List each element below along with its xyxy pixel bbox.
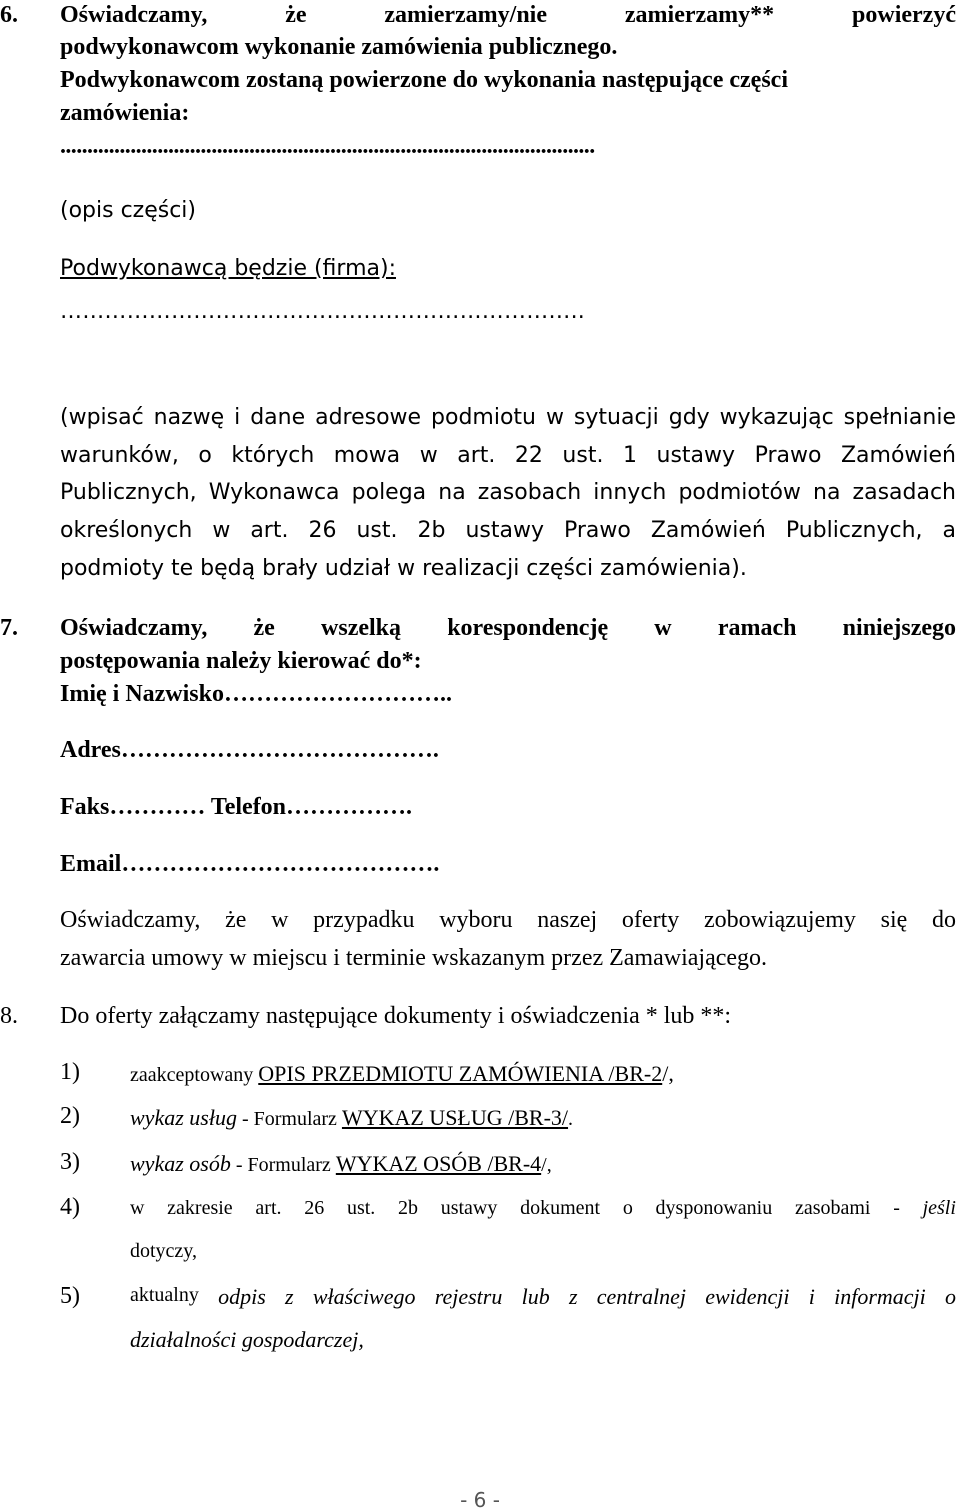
word: wszelką: [321, 615, 402, 641]
list-item-number: 4): [60, 1194, 80, 1220]
word: aktualny: [130, 1284, 199, 1306]
word: niniejszego: [842, 615, 956, 641]
word: -: [893, 1197, 900, 1219]
section-6-number: 6.: [0, 2, 18, 28]
word: dokument: [520, 1197, 601, 1219]
word: w: [654, 615, 672, 641]
page-number: - 6 -: [460, 1488, 500, 1512]
section-6-heading-line1: [60, 2, 956, 29]
word: jeśli: [922, 1197, 956, 1219]
declaration-line: zawarcia umowy w miejscu i terminie wskazanym przez Zamawiającego.: [60, 945, 768, 971]
word: o: [622, 1197, 633, 1219]
section-7-number: 7.: [0, 615, 18, 641]
email-field: Email………………………………….: [60, 851, 440, 877]
word: informacji: [834, 1284, 926, 1309]
list-item-text: wykaz osób: [130, 1151, 231, 1176]
word: i: [808, 1284, 815, 1309]
word: Oświadczamy,: [60, 615, 208, 641]
name-field: Imię i Nazwisko………………………..: [60, 681, 452, 707]
word: ustawy: [440, 1197, 498, 1219]
list-item: [130, 1061, 956, 1087]
parts-dotted-line: ...................................................................................................: [60, 133, 595, 159]
word: 26: [304, 1197, 325, 1219]
list-item-continuation: działalności gospodarczej,: [130, 1327, 364, 1352]
list-item-number: 1): [60, 1059, 80, 1085]
list-item-number: 2): [60, 1103, 80, 1129]
list-item-text: - Formularz: [230, 1154, 336, 1176]
word: zamierzamy**: [624, 2, 775, 28]
list-item-number: 3): [60, 1149, 80, 1175]
word: zasobami: [794, 1197, 871, 1219]
word: właściwego: [312, 1284, 416, 1309]
list-item: [130, 1197, 956, 1220]
word: zamierzamy/nie: [384, 2, 547, 28]
word: 2b: [398, 1197, 418, 1219]
word: centralnej: [596, 1284, 686, 1309]
section-6-heading-line2: podwykonawcom wykonanie zamówienia publicznego.: [60, 34, 618, 60]
word: odpis: [218, 1284, 266, 1309]
list-item-link-text: WYKAZ OSÓB /BR-4: [335, 1151, 542, 1176]
fax-phone-field: Faks………… Telefon…………….: [60, 794, 413, 820]
word: powierzyć: [852, 2, 956, 28]
word: lub: [521, 1284, 550, 1309]
word: Oświadczamy,: [60, 2, 208, 28]
list-item-text: zaakceptowany: [130, 1064, 259, 1086]
word: z: [285, 1284, 294, 1309]
address-field: Adres………………………………….: [60, 737, 439, 763]
section-6-subcontract-line: Podwykonawcom zostaną powierzone do wykonania następujące części: [60, 67, 788, 93]
word: że: [285, 2, 307, 28]
word: z: [568, 1284, 578, 1309]
list-item: [130, 1105, 956, 1131]
list-item-text: /,: [662, 1061, 674, 1086]
word: że: [253, 615, 275, 641]
note-line: (wpisać nazwę i dane adresowe podmiotu w sytuacji gdy wykazując spełnianie: [60, 405, 956, 430]
word: ewidencji: [705, 1284, 790, 1309]
parts-description-label: (opis części): [60, 198, 197, 223]
word: o: [945, 1284, 956, 1309]
word: w: [130, 1197, 145, 1219]
section-6-parts-label: zamówienia:: [60, 100, 190, 126]
word: dysponowaniu: [655, 1197, 773, 1219]
word: ust.: [346, 1197, 376, 1219]
word: korespondencję: [447, 615, 609, 641]
list-item-link-text: OPIS PRZEDMIOTU ZAMÓWIENIA /BR-2: [258, 1061, 663, 1086]
section-7-heading-line1: [60, 615, 956, 642]
note-line: warunków, o których mowa w art. 22 ust. 1 ustawy Prawo Zamówień: [60, 443, 956, 468]
list-item: [130, 1151, 956, 1177]
declaration-line: Oświadczamy, że w przypadku wyboru naszej oferty zobowiązujemy się do: [60, 907, 956, 933]
section-8-intro: Do oferty załączamy następujące dokumenty i oświadczenia * lub **:: [60, 1003, 732, 1029]
list-item: [130, 1284, 956, 1310]
subcontractor-label: Podwykonawcą będzie (firma):: [60, 256, 396, 281]
list-item-text: - Formularz: [236, 1108, 342, 1130]
list-item-continuation: dotyczy,: [130, 1240, 198, 1262]
list-item-text: /,: [541, 1154, 552, 1176]
list-item-text: .: [568, 1108, 574, 1130]
section-8-number: 8.: [0, 1003, 18, 1029]
subcontractor-dotted-line: ……………………………………………………………..: [60, 299, 585, 324]
word: rejestru: [434, 1284, 503, 1309]
word: zakresie: [167, 1197, 233, 1219]
note-line: określonych w art. 26 ust. 2b ustawy Prawo Zamówień Publicznych, a: [60, 518, 956, 543]
note-line: Publicznych, Wykonawca polega na zasobach innych podmiotów na zasadach: [60, 480, 956, 505]
list-item-text: wykaz usług: [130, 1105, 237, 1130]
section-7-heading-line2: postępowania należy kierować do*:: [60, 648, 422, 674]
note-line: podmioty te będą brały udział w realizacji części zamówienia).: [60, 556, 747, 581]
list-item-number: 5): [60, 1283, 80, 1309]
word: art.: [255, 1197, 282, 1219]
list-item-link-text: WYKAZ USŁUG /BR-3/: [341, 1105, 569, 1130]
word: ramach: [717, 615, 797, 641]
